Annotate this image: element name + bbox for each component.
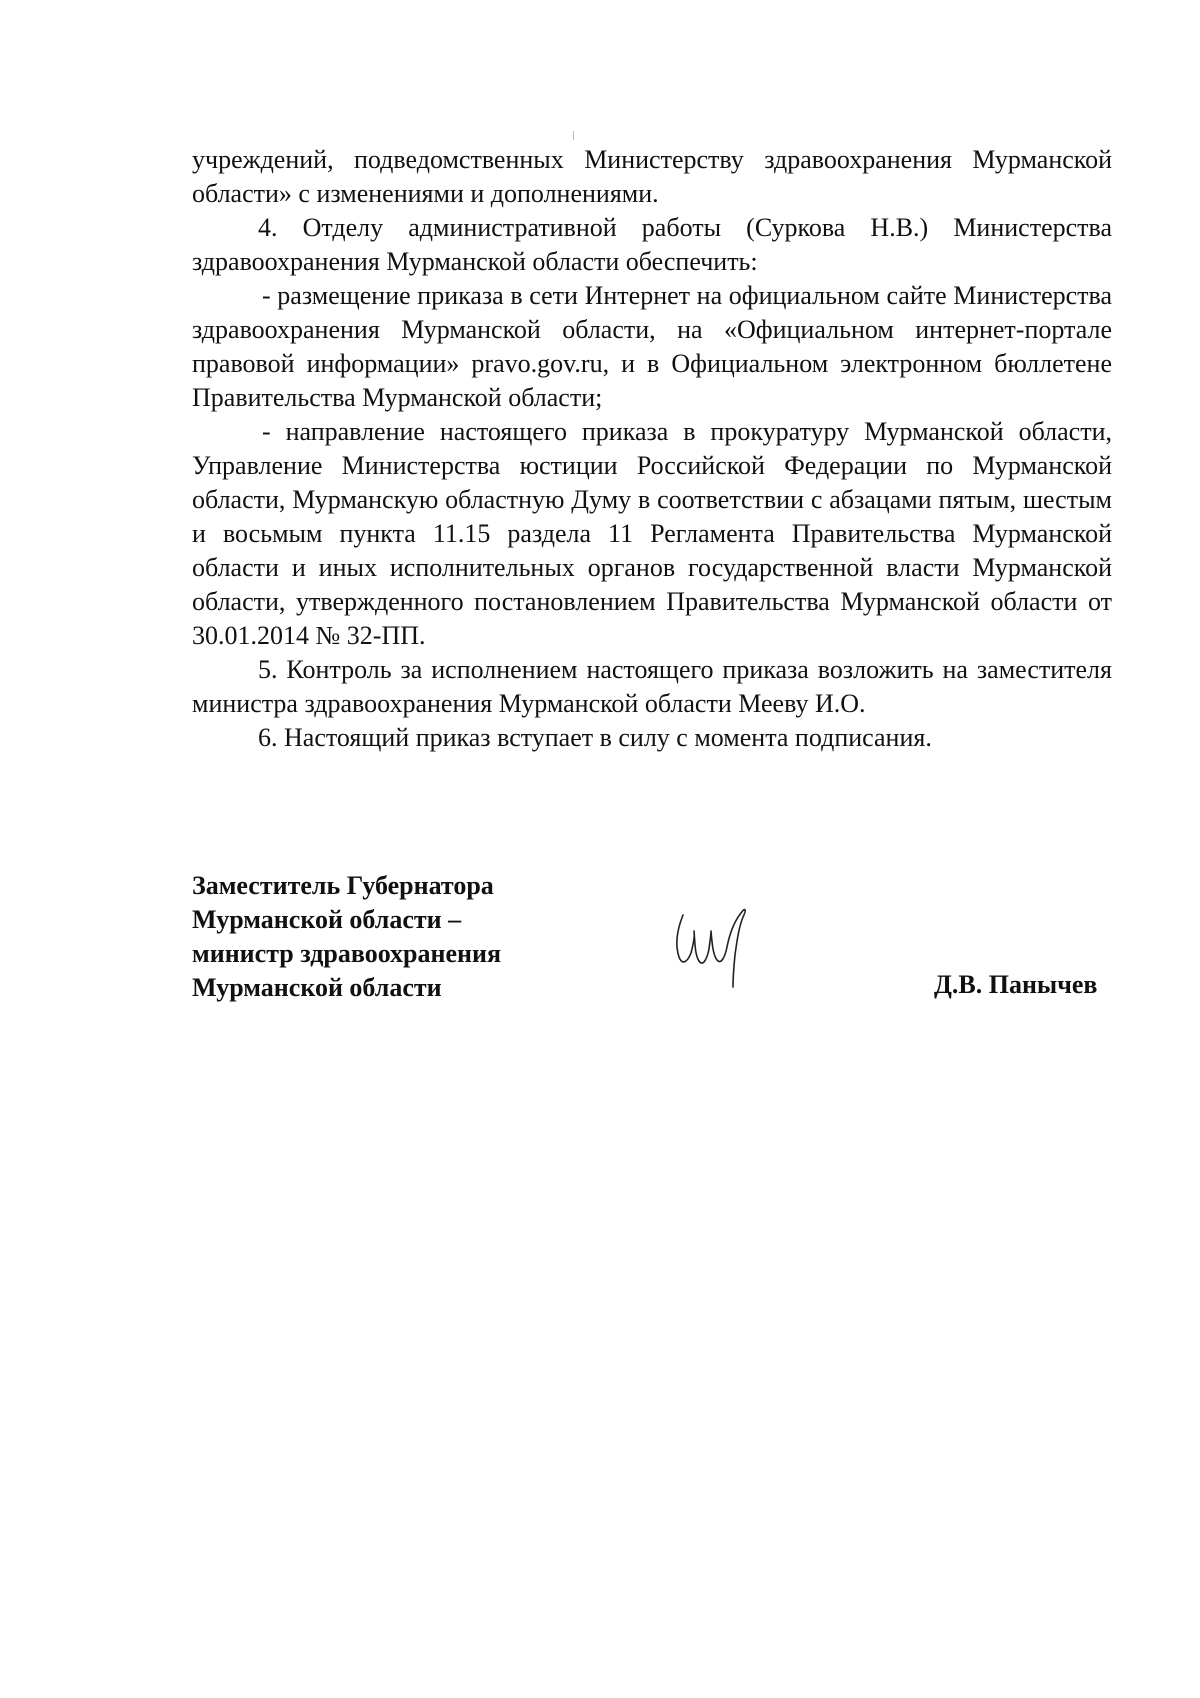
- signatory-position-line: министр здравоохранения: [192, 939, 502, 968]
- paragraph-continuation: учреждений, подведомственных Министерству здравоохранения Мурманской области» с изменениями и дополнениями.: [192, 145, 1112, 208]
- paragraph-item-6: 6. Настоящий приказ вступает в силу с момента подписания.: [258, 723, 932, 752]
- signatory-position: [192, 869, 501, 1005]
- handwritten-signature: [665, 885, 775, 995]
- paragraph-item-4: 4. Отделу административной работы (Суркова Н.В.) Министерства здравоохранения Мурманской области обеспечить:: [192, 213, 1112, 276]
- signatory-position-line: Заместитель Губернатора: [192, 871, 494, 900]
- signatory-position-line: Мурманской области –: [192, 905, 462, 934]
- scan-mark: [573, 131, 574, 140]
- signatory-name: Д.В. Панычев: [934, 970, 1098, 999]
- paragraph-item-4-distribution: - направление настоящего приказа в прокуратуру Мурманской области, Управление Министерства юстиции Российской Федерации по Мурманской области, Мурманскую областную Думу в соответствии с абзацами пятым, шестым и восьмым пункта 11.15 раздела 11 Регламента Правительства Мурманской области и иных исполнительных органов государственной власти Мурманской области, утвержденного постановлением Правительства Мурманской области от 30.01.2014 № 32-ПП.: [192, 417, 1112, 650]
- document-body: [192, 143, 1112, 755]
- paragraph-item-5: 5. Контроль за исполнением настоящего приказа возложить на заместителя министра здравоохранения Мурманской области Мееву И.О.: [192, 655, 1112, 718]
- signatory-position-line: Мурманской области: [192, 973, 442, 1002]
- paragraph-item-4-publication: - размещение приказа в сети Интернет на официальном сайте Министерства здравоохранения Мурманской области, на «Официальном интернет-портале правовой информации» pravo.gov.ru, и в Официальном электронном бюллетене Правительства Мурманской области;: [192, 281, 1112, 412]
